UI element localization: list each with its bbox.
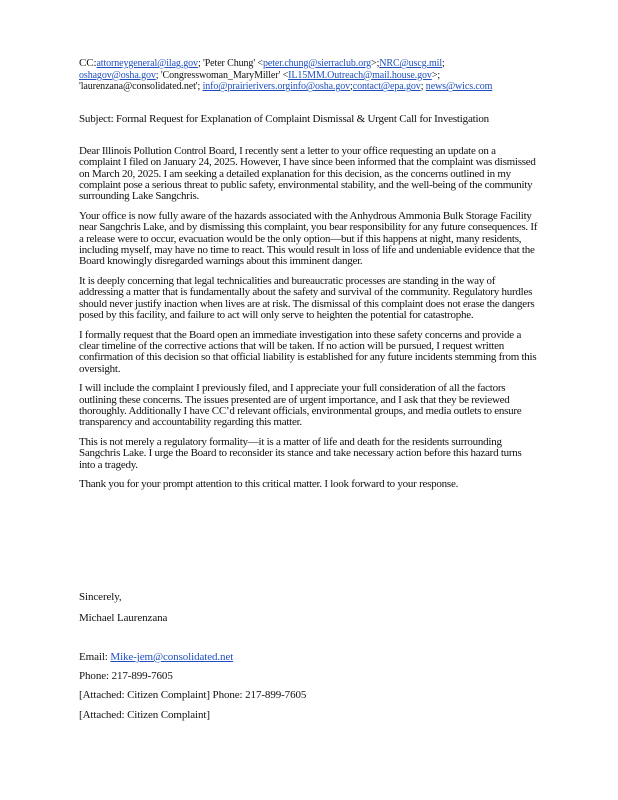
cc-email-link[interactable]: attorneygeneral@ilag.gov bbox=[96, 58, 198, 69]
cc-separator-text: ; 'Congresswoman_MaryMiller' < bbox=[155, 69, 289, 81]
cc-email-link[interactable]: info@prairierivers.orginfo@osha.gov bbox=[202, 81, 351, 93]
cc-email-link[interactable]: contact@epa.gov bbox=[352, 81, 421, 93]
cc-separator-text: >; bbox=[371, 58, 380, 69]
paragraph-5: I will include the complaint I previously filed, and I appreciate your full consideration of all the factors outlining these concerns. The issues presented are of urgent importance, and I ask that they be reviewed thoroughly. Additionally I have CC’d relevant officials, environmental groups, and media outlets to ensure transparency and accountability regarding this matter. bbox=[79, 382, 522, 429]
attachment-line-1: [Attached: Citizen Complaint] Phone: 217-899-7605 bbox=[79, 689, 307, 701]
paragraph-7: Thank you for your prompt attention to this critical matter. I look forward to your response. bbox=[79, 478, 459, 491]
paragraph-2: Your office is now fully aware of the hazards associated with the Anhydrous Ammonia Bulk Storage Facility near Sangchris Lake, and by dismissing this complaint, you bear responsibility for any future consequences. If a release were to occur, evacuation would be the only option—but if this happens at night, many residents, including myself, may have no time to react. This would result in loss of life and undeniable evidence that the Board knowingly disregarded warnings about this imminent danger. bbox=[79, 209, 538, 268]
cc-email-link[interactable]: news@wics.com bbox=[425, 81, 493, 93]
cc-recipients bbox=[79, 58, 519, 93]
cc-email-link[interactable]: peter.chung@sierraclub.org bbox=[262, 58, 372, 69]
cc-separator-text: ; bbox=[420, 81, 426, 93]
cc-separator-text: ; bbox=[442, 58, 445, 69]
cc-separator-text: ; bbox=[350, 81, 353, 93]
cc-email-link[interactable]: NRC@uscg.mil bbox=[379, 58, 443, 69]
sender-name: Michael Laurenzana bbox=[79, 612, 168, 624]
email-link[interactable]: Mike-jem@consolidated.net bbox=[110, 651, 234, 663]
cc-email-link[interactable]: IL15MM.Outreach@mail.house.gov bbox=[288, 69, 432, 81]
letter-body bbox=[79, 146, 539, 499]
email-subject: Subject: Formal Request for Explanation of Complaint Dismissal & Urgent Call for Investigation bbox=[79, 113, 489, 125]
paragraph-4: I formally request that the Board open an immediate investigation into these safety concerns and provide a clear timeline of the corrective actions that will be taken. If no action will be pursued, I request written confirmation of this decision so that official liability is established for any future incidents stemming from this oversight. bbox=[79, 328, 537, 375]
paragraph-1: Dear Illinois Pollution Control Board, I recently sent a letter to your office requesting an update on a complaint I filed on January 24, 2025. However, I have since been informed that the complaint was dismissed on March 20, 2025. I am seeking a detailed explanation for this decision, as the concerns outlined in my complaint pose a serious threat to public safety, environmental stability, and the well-being of the community surrounding Lake Sangchris. bbox=[79, 145, 536, 203]
phone-line: Phone: 217-899-7605 bbox=[79, 670, 173, 682]
cc-email-link[interactable]: oshagov@osha.gov bbox=[79, 69, 156, 81]
email-label: Email: bbox=[79, 651, 111, 663]
cc-label: CC: bbox=[79, 57, 97, 69]
attachment-line-2: [Attached: Citizen Complaint] bbox=[79, 709, 210, 721]
cc-address-list bbox=[79, 58, 492, 92]
cc-separator-text: >; 'laurenzana@consolidated.net'; bbox=[79, 69, 441, 93]
paragraph-6: This is not merely a regulatory formality—it is a matter of life and death for the residents surrounding Sangchris Lake. I urge the Board to reconsider its stance and take necessary action before this hazard turns into a tragedy. bbox=[79, 436, 522, 471]
email-line bbox=[79, 651, 233, 664]
cc-separator-text: ; 'Peter Chung' < bbox=[197, 58, 263, 69]
closing: Sincerely, bbox=[79, 591, 122, 603]
paragraph-3: It is deeply concerning that legal technicalities and bureaucratic processes are standing in the way of addressing a matter that is fundamentally about the safety and survival of the community. Regulatory hurdles should never justify inaction when lives are at risk. The dismissal of this complaint does not erase the dangers posed by this facility, and failure to act will only serve to heighten the potential for catastrophe. bbox=[79, 274, 535, 321]
